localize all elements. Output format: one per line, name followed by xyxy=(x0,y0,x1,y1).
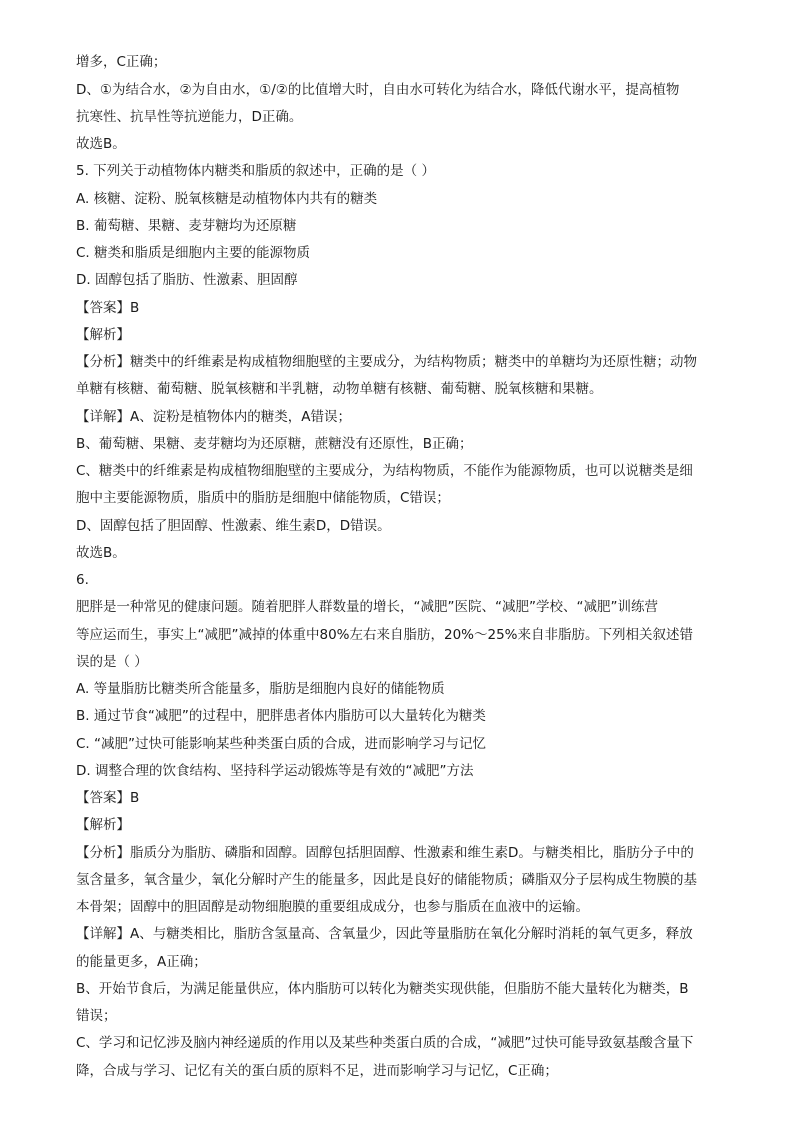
text-line: 本骨架；固醇中的胆固醇是动物细胞膜的重要组成成分，也参与脂质在血液中的运输。 xyxy=(76,899,589,915)
question-6-number: 6. xyxy=(76,572,89,588)
text-line: D、①为结合水，②为自由水，①/②的比值增大时，自由水可转化为结合水，降低代谢水平，提高植物 xyxy=(76,82,680,98)
option-c: C. 糖类和脂质是细胞内主要的能源物质 xyxy=(76,245,311,261)
text-line: C、学习和记忆涉及脑内神经递质的作用以及某些种类蛋白质的合成，“减肥”过快可能导致氨基酸含量下 xyxy=(76,1035,694,1051)
question-6-stem: 误的是（ ） xyxy=(76,654,148,670)
text-line: 【详解】A、与糖类相比，脂肪含氢量高、含氧量少，因此等量脂肪在氧化分解时消耗的氧气更多，释放 xyxy=(76,926,693,942)
text-line: C、糖类中的纤维素是构成植物细胞壁的主要成分，为结构物质，不能作为能源物质，也可以说糖类是细 xyxy=(76,463,693,479)
text-line: 抗寒性、抗旱性等抗逆能力，D正确。 xyxy=(76,109,303,125)
analysis-label: 【解析】 xyxy=(76,817,130,833)
text-line: 故选B。 xyxy=(76,545,126,561)
question-6-stem: 等应运而生，事实上“减肥”减掉的体重中80%左右来自脂肪，20%～25%来自非脂肪。下列相关叙述错 xyxy=(76,627,694,643)
option-d: D. 调整合理的饮食结构、坚持科学运动锻炼等是有效的“减肥”方法 xyxy=(76,763,474,779)
text-line: D、固醇包括了胆固醇、性激素、维生素D，D错误。 xyxy=(76,518,391,534)
text-line: 增多，C正确； xyxy=(76,54,167,70)
text-line: B、开始节食后，为满足能量供应，体内脂肪可以转化为糖类实现供能，但脂肪不能大量转化为糖类，B xyxy=(76,981,689,997)
text-line: 故选B。 xyxy=(76,136,126,152)
text-line: 降，合成与学习、记忆有关的蛋白质的原料不足，进而影响学习与记忆，C正确； xyxy=(76,1063,558,1079)
question-5-stem: 5. 下列关于动植物体内糖类和脂质的叙述中，正确的是（ ） xyxy=(76,163,435,179)
answer-label: 【答案】B xyxy=(76,300,140,316)
option-d: D. 固醇包括了脂肪、性激素、胆固醇 xyxy=(76,272,298,288)
text-line: 单糖有核糖、葡萄糖、脱氧核糖和半乳糖，动物单糖有核糖、葡萄糖、脱氧核糖和果糖。 xyxy=(76,381,603,397)
option-b: B. 通过节食“减肥”的过程中，肥胖患者体内脂肪可以大量转化为糖类 xyxy=(76,708,486,724)
text-line: 氢含量多，氧含量少，氧化分解时产生的能量多，因此是良好的储能物质；磷脂双分子层构成生物膜的基 xyxy=(76,872,697,888)
text-line: 错误； xyxy=(76,1008,117,1024)
option-c: C. “减肥”过快可能影响某些种类蛋白质的合成，进而影响学习与记忆 xyxy=(76,736,486,752)
option-a: A. 等量脂肪比糖类所含能量多，脂肪是细胞内良好的储能物质 xyxy=(76,681,445,697)
option-b: B. 葡萄糖、果糖、麦芽糖均为还原糖 xyxy=(76,218,297,234)
text-line: B、葡萄糖、果糖、麦芽糖均为还原糖，蔗糖没有还原性，B正确； xyxy=(76,436,473,452)
analysis-label: 【解析】 xyxy=(76,327,130,343)
question-6-stem: 肥胖是一种常见的健康问题。随着肥胖人群数量的增长，“减肥”医院、“减肥”学校、“减肥”训练营 xyxy=(76,599,658,615)
text-line: 【分析】糖类中的纤维素是构成植物细胞壁的主要成分，为结构物质；糖类中的单糖均为还原性糖；动物 xyxy=(76,354,697,370)
text-line: 胞中主要能源物质，脂质中的脂肪是细胞中储能物质，C错误； xyxy=(76,490,450,506)
text-line: 的能量更多，A正确； xyxy=(76,954,207,970)
text-line: 【分析】脂质分为脂肪、磷脂和固醇。固醇包括胆固醇、性激素和维生素D。与糖类相比，脂肪分子中的 xyxy=(76,845,694,861)
answer-label: 【答案】B xyxy=(76,790,140,806)
option-a: A. 核糖、淀粉、脱氧核糖是动植物体内共有的糖类 xyxy=(76,191,378,207)
text-line: 【详解】A、淀粉是植物体内的糖类，A错误； xyxy=(76,409,351,425)
